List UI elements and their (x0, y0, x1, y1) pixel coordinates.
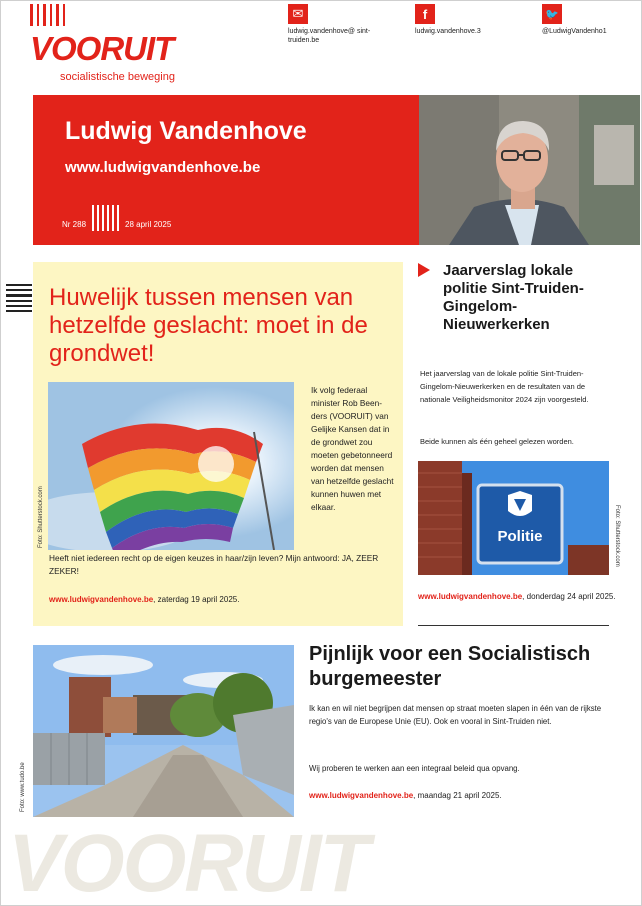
police-photo-credit: Foto: Shutterstock.com (614, 505, 620, 567)
article-marriage-date: , zaterdag 19 april 2025. (153, 595, 240, 604)
article-marriage-title: Huwelijk tussen mensen van hetzelfde geslacht: moet in de grondwet! (49, 284, 368, 367)
alley-photo-credit: Foto: www.tudo.be (20, 762, 26, 812)
vooruit-logo[interactable]: VOORUIT (30, 30, 174, 67)
section-divider (418, 625, 609, 626)
envelope-icon: ✉ (288, 4, 308, 24)
banner-bars (92, 217, 119, 231)
edge-stripes (6, 284, 32, 312)
rainbow-flag-photo (48, 382, 294, 550)
arrow-bullet-icon (418, 263, 430, 277)
portrait-photo (419, 95, 640, 245)
issue-date: 28 april 2025 (125, 219, 172, 229)
flag-photo-credit: Foto: Shutterstock.com (38, 486, 44, 548)
article-police-date: , donderdag 24 april 2025. (522, 592, 616, 601)
contact-email-text[interactable]: ludwig.vandenhove@ sint-truiden.be (288, 28, 371, 44)
logo-tagline: socialistische beweging (60, 71, 175, 83)
article-marriage-column: Ik volg federaal minister Rob Beenders (VOORUIT) van Gelijke Kansen dat in de grondwet zou moeten gebetonneerd worden dat mensen van hetzelfde geslacht kunnen huwen met elkaar. (311, 385, 394, 512)
banner-name: Ludwig Vandenhove (65, 117, 307, 145)
article-marriage-dateline (49, 595, 239, 604)
article-marriage-link[interactable]: www.ludwigvandenhove.be (49, 595, 154, 604)
article-shelter-dateline (309, 791, 502, 800)
contact-facebook-text[interactable]: ludwig.vandenhove.3 (415, 28, 481, 35)
facebook-icon: f (415, 4, 435, 24)
logo-stripes (30, 4, 66, 26)
article-police-dateline (418, 590, 616, 603)
article-police-body: Het jaarverslag van de lokale politie Sint-Truiden-Gingelom-Nieuwerkerken en de resultaten van de nationale Veiligheidsmonitor 2024 zijn voorgesteld. (420, 369, 589, 404)
police-building-photo (418, 461, 609, 575)
article-shelter-title: Pijnlijk voor een Socialistisch burgemeester (309, 643, 591, 690)
article-shelter-date: , maandag 21 april 2025. (413, 791, 502, 800)
article-marriage (33, 262, 403, 626)
article-shelter-body: Ik kan en wil niet begrijpen dat mensen op straat moeten slapen in één van de rijkste regio's van de Europese Unie (EU). Ook en vooral in Sint-Truiden niet. (309, 704, 602, 726)
article-police-link[interactable]: www.ludwigvandenhove.be (418, 592, 523, 601)
alley-garages-photo (33, 645, 294, 817)
twitter-icon: 🐦 (542, 4, 562, 24)
article-police-title: Jaarverslag lokale politie Sint-Truiden-Gingelom-Nieuwerkerken (443, 262, 584, 333)
article-police-body-2: Beide kunnen als één geheel gelezen worden. (420, 437, 574, 446)
contact-twitter-text[interactable]: @LudwigVandenho1 (542, 28, 607, 35)
article-marriage-text: Heeft niet iedereen recht op de eigen keuzes in haar/zijn leven? Mijn antwoord: JA, ZEER ZEKER! (49, 553, 379, 576)
banner-issue-line (62, 217, 171, 231)
name-banner (33, 95, 419, 245)
article-shelter-body-2: Wij proberen te werken aan een integraal beleid qua opvang. (309, 764, 520, 773)
contact-facebook[interactable] (415, 4, 510, 36)
contact-twitter[interactable] (542, 4, 637, 36)
banner-website[interactable]: www.ludwigvandenhove.be (65, 159, 261, 176)
contact-email[interactable] (288, 4, 383, 45)
politie-sign-text: Politie (497, 528, 543, 545)
footer-watermark-logo: VOORUIT (8, 818, 368, 906)
article-shelter-link[interactable]: www.ludwigvandenhove.be (309, 791, 414, 800)
issue-number: Nr 288 (62, 219, 87, 229)
